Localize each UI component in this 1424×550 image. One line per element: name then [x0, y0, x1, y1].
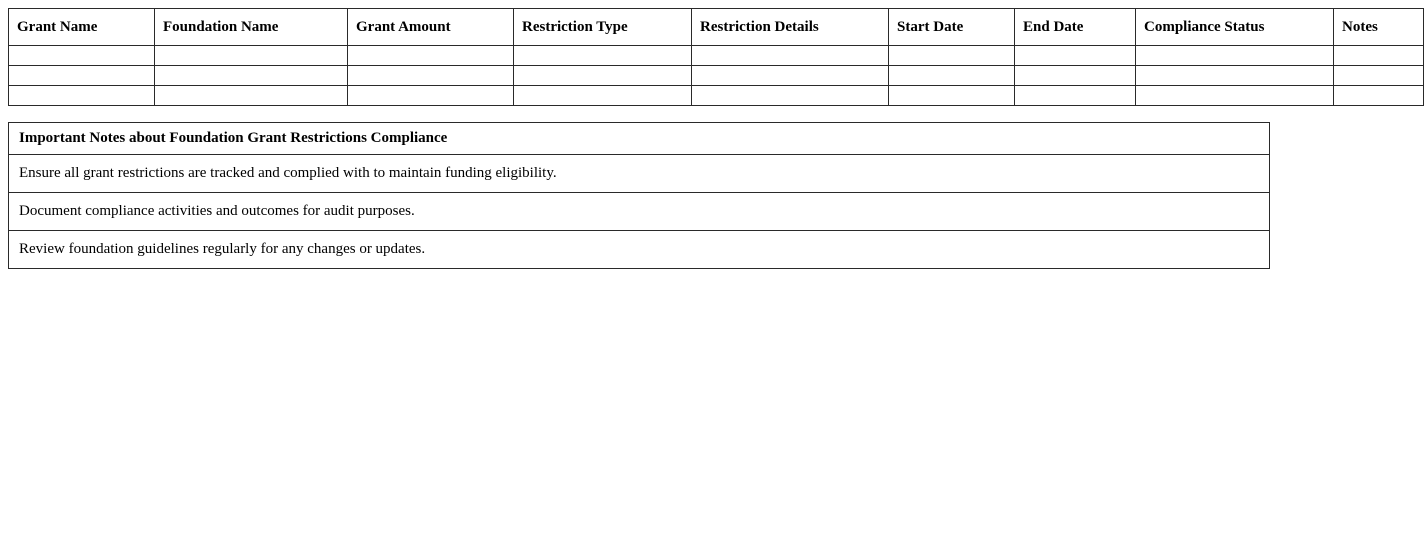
cell-start-date[interactable] [889, 86, 1015, 106]
cell-restriction-type[interactable] [514, 86, 692, 106]
cell-compliance-status[interactable] [1136, 46, 1334, 66]
notes-item-row [9, 231, 1270, 269]
cell-grant-amount[interactable] [348, 46, 514, 66]
notes-item-row [9, 155, 1270, 193]
cell-notes[interactable] [1334, 66, 1424, 86]
table-body [9, 46, 1424, 106]
cell-foundation-name[interactable] [155, 66, 348, 86]
column-header-notes: Notes [1334, 9, 1424, 46]
column-header-foundation-name: Foundation Name [155, 9, 348, 46]
table-row[interactable] [9, 66, 1424, 86]
notes-title: Important Notes about Foundation Grant Restrictions Compliance [9, 123, 1270, 155]
cell-foundation-name[interactable] [155, 86, 348, 106]
cell-grant-name[interactable] [9, 66, 155, 86]
column-header-start-date: Start Date [889, 9, 1015, 46]
cell-restriction-details[interactable] [692, 46, 889, 66]
table-header [9, 9, 1424, 46]
column-header-compliance-status: Compliance Status [1136, 9, 1334, 46]
cell-end-date[interactable] [1015, 86, 1136, 106]
notes-body [9, 123, 1270, 269]
column-header-end-date: End Date [1015, 9, 1136, 46]
column-header-grant-name: Grant Name [9, 9, 155, 46]
cell-restriction-details[interactable] [692, 66, 889, 86]
column-header-grant-amount: Grant Amount [348, 9, 514, 46]
cell-end-date[interactable] [1015, 66, 1136, 86]
cell-grant-name[interactable] [9, 86, 155, 106]
document-page [0, 0, 1378, 269]
cell-grant-amount[interactable] [348, 66, 514, 86]
grant-restrictions-table [8, 8, 1424, 106]
notes-item-row [9, 193, 1270, 231]
cell-grant-amount[interactable] [348, 86, 514, 106]
cell-restriction-type[interactable] [514, 46, 692, 66]
cell-notes[interactable] [1334, 46, 1424, 66]
notes-title-row [9, 123, 1270, 155]
cell-restriction-type[interactable] [514, 66, 692, 86]
cell-compliance-status[interactable] [1136, 86, 1334, 106]
notes-item: Review foundation guidelines regularly for any changes or updates. [9, 231, 1270, 269]
cell-start-date[interactable] [889, 66, 1015, 86]
cell-notes[interactable] [1334, 86, 1424, 106]
table-row[interactable] [9, 46, 1424, 66]
column-header-restriction-details: Restriction Details [692, 9, 889, 46]
cell-end-date[interactable] [1015, 46, 1136, 66]
cell-foundation-name[interactable] [155, 46, 348, 66]
notes-section [8, 122, 1270, 269]
cell-start-date[interactable] [889, 46, 1015, 66]
column-header-restriction-type: Restriction Type [514, 9, 692, 46]
notes-item: Document compliance activities and outcomes for audit purposes. [9, 193, 1270, 231]
table-header-row [9, 9, 1424, 46]
cell-grant-name[interactable] [9, 46, 155, 66]
cell-restriction-details[interactable] [692, 86, 889, 106]
table-row[interactable] [9, 86, 1424, 106]
important-notes-table [8, 122, 1270, 269]
notes-item: Ensure all grant restrictions are tracked and complied with to maintain funding eligibility. [9, 155, 1270, 193]
cell-compliance-status[interactable] [1136, 66, 1334, 86]
